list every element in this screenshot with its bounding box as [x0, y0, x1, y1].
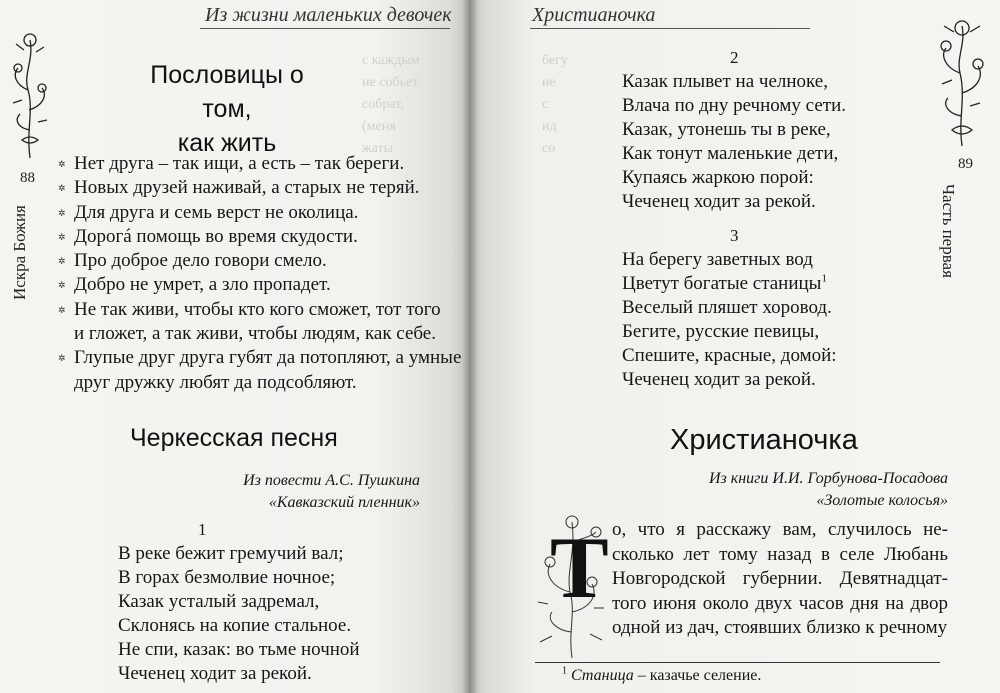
- verse-line: В реке бежит гремучий вал;: [118, 543, 344, 564]
- verse-line: Веселый пляшет хоровод.: [622, 297, 832, 319]
- footnote-rule: [535, 662, 940, 663]
- section-label-left: Искра Божия: [10, 205, 29, 300]
- floral-ornament-icon: [8, 30, 52, 160]
- stanza-number: 3: [730, 226, 739, 245]
- verse-line: Чеченец ходит за рекой.: [622, 369, 816, 391]
- verse-line: Склонясь на копие стальное.: [118, 615, 352, 637]
- proverbs-title-line1: Пословицы о том,: [150, 61, 304, 123]
- drop-cap: [532, 512, 610, 660]
- footnote-marker: 1: [821, 272, 827, 285]
- page-number-left: 88: [20, 170, 35, 186]
- proverbs-title-line2: как жить: [177, 129, 277, 157]
- story-source-line1: Из книги И.И. Горбунова-Посадова: [708, 470, 948, 487]
- proverb-item: ✲ Про доброе дело говори смело.: [60, 249, 461, 273]
- proverb-item-continuation: и гложет, а так живи, чтобы людям, как себе.: [74, 323, 436, 345]
- verse-line: Казак усталый задремал,: [118, 591, 320, 613]
- stanza-3: [622, 248, 837, 393]
- running-head-rule: [530, 28, 810, 29]
- footnote-text: – казачье селение.: [633, 667, 762, 684]
- book-gutter: [462, 0, 478, 693]
- song-source-line2: «Кавказский пленник»: [268, 494, 420, 511]
- running-head-right: Христианочка: [532, 4, 656, 26]
- song-source: [220, 470, 420, 514]
- verse-line: Казак, утонешь ты в реке,: [622, 119, 831, 141]
- proverb-item: ✲ Новых друзей наживай, а старых не теряй.: [60, 176, 461, 200]
- story-line: одной из дач, стоявших близко к речному: [612, 617, 948, 638]
- proverb-item: ✲ Добро не умрет, а зло пропадет.: [60, 273, 461, 297]
- story-line: того июня около двух часов дня на двор: [612, 592, 948, 614]
- verse-line: Как тонут маленькие дети,: [622, 143, 839, 165]
- bleed-through-text: с каждым не собьет собрат, (меня жаты: [362, 53, 420, 156]
- footnote-number: 1: [562, 665, 567, 677]
- proverb-item: ✲ Нет друга – так ищи, а есть – так береги.: [60, 152, 461, 176]
- verse-line: Чеченец ходит за рекой.: [118, 663, 312, 685]
- story-line: сколько лет тому назад в селе Любань: [612, 543, 948, 565]
- verse-line: Бегите, русские певицы,: [622, 321, 820, 343]
- verse-text: Цветут богатые станицы: [622, 273, 822, 295]
- stanza-1: [118, 542, 360, 687]
- running-head-left: Из жизни маленьких девочек: [205, 4, 452, 26]
- verse-line: Казак плывет на челноке,: [622, 71, 828, 92]
- proverbs-title: [132, 58, 322, 160]
- verse-line: Влача по дну речному сети.: [622, 95, 846, 117]
- proverb-item-continuation: друг дружку любят да подсобляют.: [74, 371, 357, 393]
- story-source-line2: «Золотые колосья»: [816, 492, 948, 509]
- story-line: о, что я расскажу вам, случилось не-: [612, 519, 948, 540]
- running-head-rule: [200, 28, 450, 29]
- verse-line: На берегу заветных вод: [622, 249, 813, 270]
- story-title: Христианочка: [670, 424, 858, 456]
- proverb-item: ✲ Глупые друг друга губят да потопляют, а умные: [60, 346, 461, 370]
- verse-line: Спешите, красные, домой:: [622, 345, 837, 367]
- section-label-right: Часть первая: [939, 184, 958, 278]
- stanza-number: 1: [198, 520, 207, 539]
- floral-ornament-icon: [932, 18, 992, 148]
- song-source-line1: Из повести А.С. Пушкина: [243, 472, 420, 489]
- story-body: [612, 518, 948, 641]
- story-source: [620, 468, 948, 512]
- verse-line: Чеченец ходит за рекой.: [622, 191, 816, 213]
- verse-line: Не спи, казак: во тьме ночной: [118, 639, 360, 661]
- bleed-through-text: бегу не с ид со: [542, 53, 568, 156]
- verse-line-with-footnote: [622, 272, 837, 296]
- footnote: [562, 667, 761, 685]
- proverb-item: ✲ Дорогá помощь во время скудости.: [60, 225, 461, 249]
- drop-cap-letter: Т: [550, 520, 609, 617]
- verse-line: В горах безмолвие ночное;: [118, 567, 336, 589]
- stanza-2: [622, 70, 846, 215]
- footnote-term: Станица: [571, 667, 634, 684]
- proverb-list: [60, 152, 461, 395]
- story-line: Новгородской губернии. Девятнадцат-: [612, 568, 948, 589]
- proverb-item: ✲ Для друга и семь верст не околица.: [60, 201, 461, 225]
- song-title: Черкесская песня: [130, 424, 338, 452]
- verse-line: Купаясь жаркою порой:: [622, 167, 814, 189]
- proverb-item: ✲ Не так живи, чтобы кто кого сможет, тот того: [60, 298, 461, 322]
- page-number-right: 89: [958, 156, 973, 172]
- stanza-number: 2: [730, 48, 739, 67]
